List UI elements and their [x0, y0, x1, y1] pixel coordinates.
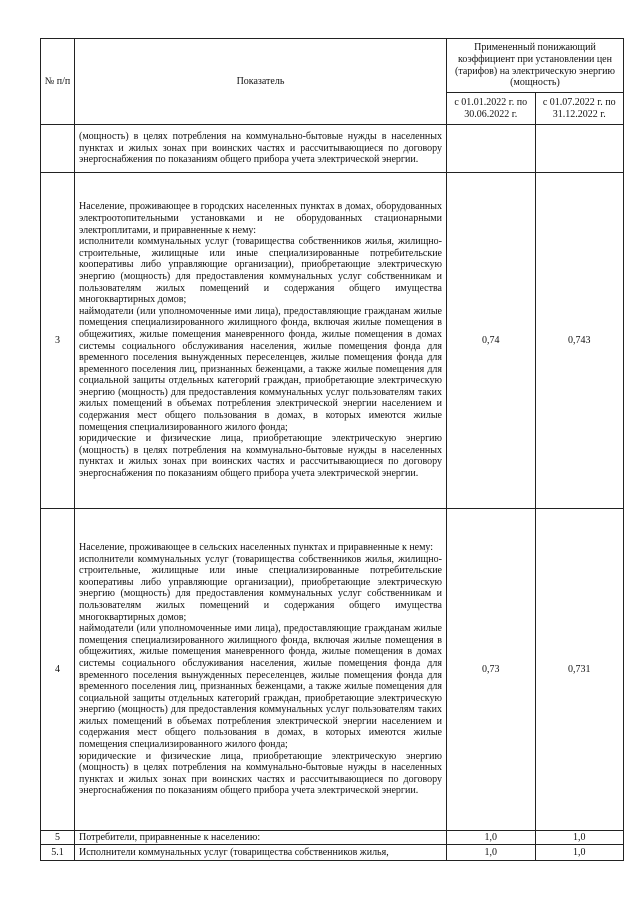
row-indicator-text: Потребители, приравненные к населению: [75, 831, 447, 845]
header-period-2: с 01.07.2022 г. по 31.12.2022 г. [535, 93, 624, 125]
row-value-period-2: 1,0 [535, 845, 624, 861]
header-coefficient: Примененный понижающий коэффициент при установлении цен (тарифов) на электрическую энергию (мощность) [447, 39, 624, 93]
row-value-period-2: 1,0 [535, 831, 624, 845]
row-value-period-1: 1,0 [447, 831, 536, 845]
row-indicator-text [75, 125, 447, 173]
row-number: 5 [41, 831, 75, 845]
row-indicator-span: (мощность) в целях потребления на коммунально-бытовые нужды в населенных пунктах и жилых зонах при воинских частях и рассчитывающиеся по договору энергоснабжения по показаниям общего прибора учета электрической энергии. [79, 131, 442, 166]
table-row [41, 831, 624, 845]
row-value-period-1 [447, 125, 536, 173]
row-indicator-span: Население, проживающее в городских населенных пунктах в домах, оборудованных электроотопительными установками и не оборудованных стационарными электроплитами, и приравненные к нему: исполнители коммунальных услуг (товарищества собственников жилья, жилищно-строительные, жилищные или иные специализированные потребительские кооперативы либо управляющие организации), приобретающие электрическую энергию (мощность) для предоставления коммунальных услуг собственникам и пользователям жилых помещений и содержания общего имущества многоквартирных домов; наймодатели (или уполномоченные ими лица), предоставляющие гражданам жилые помещения специализированного жилищного фонда, включая жилые помещения в общежитиях, жилые помещения маневренного фонда, жилые помещения в домах системы социального обслуживания населения, жилые помещения фонда для временного поселения вынужденных переселенцев, жилые помещения фонда для временного поселения лиц, признанных беженцами, а также жилые помещения для социальной защиты отдельных категорий граждан, приобретающие электрическую энергию (мощность) для предоставления коммунальных услуг пользователям таких жилых помещений в объемах потребления электрической энергии населением и содержания мест общего пользования в домах, в которых имеются жилые помещения специализированного жилого фонда; юридические и физические лица, приобретающие электрическую энергию (мощность) в целях потребления на коммунально-бытовые нужды в населенных пунктах и жилых зонах при воинских частях и рассчитывающиеся по договору энергоснабжения по показаниям общего прибора учета электрической энергии. [79, 201, 442, 480]
document-page [40, 38, 624, 861]
row-indicator-text [75, 173, 447, 509]
table-row [41, 173, 624, 509]
row-indicator-span: Население, проживающее в сельских населенных пунктах и приравненные к нему: исполнители коммунальных услуг (товарищества собственников жилья, жилищно-строительные, жилищные или иные специализированные потребительские кооперативы либо управляющие организации), приобретающие электрическую энергию (мощность) для предоставления коммунальных услуг собственникам и пользователям жилых помещений и содержания общего имущества многоквартирных домов; наймодатели (или уполномоченные ими лица), предоставляющие гражданам жилые помещения специализированного жилищного фонда, включая жилые помещения в общежитиях, жилые помещения маневренного фонда, жилые помещения в домах системы социального обслуживания населения, жилые помещения фонда для временного поселения вынужденных переселенцев, жилые помещения фонда для временного поселения лиц, признанных беженцами, а также жилые помещения для социальной защиты отдельных категорий граждан, приобретающие электрическую энергию (мощность) для предоставления коммунальных услуг пользователям таких жилых помещений в объемах потребления электрической энергии населением и содержания мест общего пользования в домах, в которых имеются жилые помещения специализированного жилого фонда; юридические и физические лица, приобретающие электрическую энергию (мощность) в целях потребления на коммунально-бытовые нужды в населенных пунктах и жилых зонах при воинских частях и рассчитывающиеся по договору энергоснабжения по показаниям общего прибора учета электрической энергии. [79, 541, 442, 797]
row-value-period-1: 1,0 [447, 845, 536, 861]
table-row [41, 125, 624, 173]
table-header-row [41, 39, 624, 93]
header-period-1: с 01.01.2022 г. по 30.06.2022 г. [447, 93, 536, 125]
row-value-period-1: 0,73 [447, 509, 536, 831]
tariff-coefficient-table [40, 38, 624, 861]
row-value-period-1: 0,74 [447, 173, 536, 509]
row-value-period-2: 0,731 [535, 509, 624, 831]
header-indicator: Показатель [75, 39, 447, 125]
row-indicator-text [75, 509, 447, 831]
row-value-period-2: 0,743 [535, 173, 624, 509]
row-number: 3 [41, 173, 75, 509]
row-number: 5.1 [41, 845, 75, 861]
table-row [41, 845, 624, 861]
row-number: 4 [41, 509, 75, 831]
row-indicator-text: Исполнители коммунальных услуг (товарищества собственников жилья, [75, 845, 447, 861]
table-row [41, 509, 624, 831]
header-number: № п/п [41, 39, 75, 125]
row-value-period-2 [535, 125, 624, 173]
row-number [41, 125, 75, 173]
